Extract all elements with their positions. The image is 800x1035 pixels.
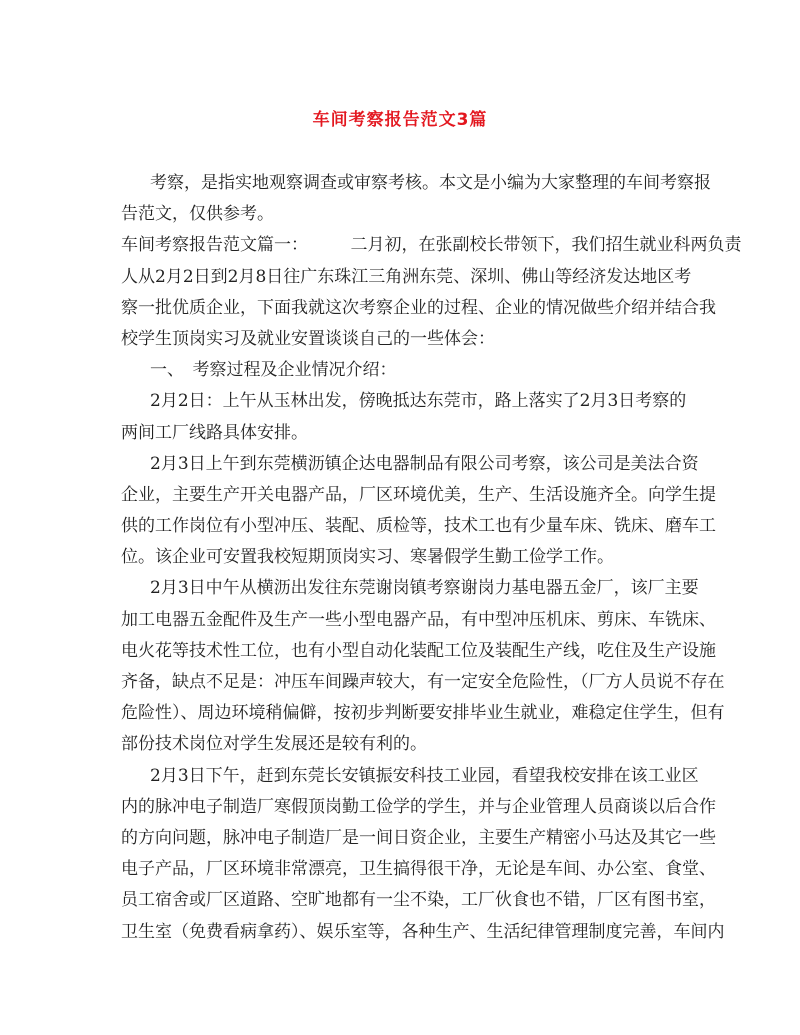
paragraph-line: 2月3日中午从横沥出发往东莞谢岗镇考察谢岗力基电器五金厂，该厂主要 — [150, 578, 699, 599]
paragraph — [121, 449, 716, 574]
paragraph-line: 电火花等技术性工位，也有小型自动化装配工位及装配生产线，吃住及生产设施 — [121, 640, 716, 661]
paragraph-line: 校学生顶岗实习及就业安置谈谈自己的一些体会： — [121, 328, 495, 349]
paragraph — [121, 573, 725, 760]
paragraph-line: 卫生室（免费看病拿药）、娱乐室等，各种生产、生活纪律管理制度完善，车间内 — [121, 921, 725, 942]
paragraph-line: 察一批优质企业，下面我就这次考察企业的过程、企业的情况做些介绍并结合我 — [121, 297, 716, 318]
paragraph-line: 的方向问题，脉冲电子制造厂是一间日资企业，主要生产精密小马达及其它一些 — [121, 827, 716, 848]
document-body — [121, 168, 742, 948]
paragraph — [121, 761, 725, 948]
paragraph-line: 一、 考察过程及企业情况介绍： — [150, 360, 397, 381]
paragraph-line: 齐备，缺点不足是：冲压车间躁声较大，有一定安全危险性，（厂方人员说不存在 — [121, 672, 725, 692]
paragraph-line: 2月3日上午到东莞横沥镇企达电器制品有限公司考察，该公司是美法合资 — [150, 453, 699, 474]
paragraph — [121, 168, 711, 230]
paragraph-line: 2月2日：上午从玉林出发，傍晚抵达东莞市，路上落实了2月3日考察的 — [150, 391, 687, 412]
paragraph — [121, 355, 677, 386]
paragraph-line: 位。该企业可安置我校短期顶岗实习、寒暑假学生勤工俭学工作。 — [121, 547, 614, 568]
paragraph-line: 两间工厂线路具体安排。 — [121, 422, 308, 443]
paragraph — [121, 386, 687, 448]
paragraph-line: 员工宿舍或厂区道路、空旷地都有一尘不染，工厂伙食也不错，厂区有图书室， — [121, 890, 716, 911]
paragraph-line: 部份技术岗位对学生发展还是较有利的。 — [121, 734, 427, 755]
paragraph-line: 企业，主要生产开关电器产品，厂区环境优美，生产、生活设施齐全。向学生提 — [121, 484, 716, 505]
paragraph-line: 电子产品，厂区环境非常漂亮，卫生搞得很干净，无论是车间、办公室、食堂、 — [121, 859, 716, 880]
paragraph — [121, 230, 742, 355]
paragraph-line: 供的工作岗位有小型冲压、装配、质检等，技术工也有少量车床、铣床、磨车工 — [121, 516, 716, 537]
paragraph-line: 车间考察报告范文篇一： 二月初，在张副校长带领下，我们招生就业科两负责 — [121, 235, 742, 256]
paragraph-line: 人从2月2日到2月8日往广东珠江三角洲东莞、深圳、佛山等经济发达地区考 — [121, 266, 692, 287]
paragraph-line: 考察，是指实地观察调查或审察考核。本文是小编为大家整理的车间考察报 — [150, 173, 711, 193]
paragraph-line: 告范文，仅供参考。 — [121, 204, 274, 225]
paragraph-line: 2月3日下午，赶到东莞长安镇振安科技工业园，看望我校安排在该工业区 — [150, 765, 699, 786]
paragraph-line: 加工电器五金配件及生产一些小型电器产品，有中型冲压机床、剪床、车铣床、 — [121, 609, 716, 630]
paragraph-line: 危险性）、周边环境稍偏僻，按初步判断要安排毕业生就业，难稳定住学生，但有 — [121, 703, 725, 724]
paragraph-line: 内的脉冲电子制造厂寒假顶岗勤工俭学的学生，并与企业管理人员商谈以后合作 — [121, 796, 716, 817]
document-title: 车间考察报告范文3篇 — [312, 110, 488, 130]
